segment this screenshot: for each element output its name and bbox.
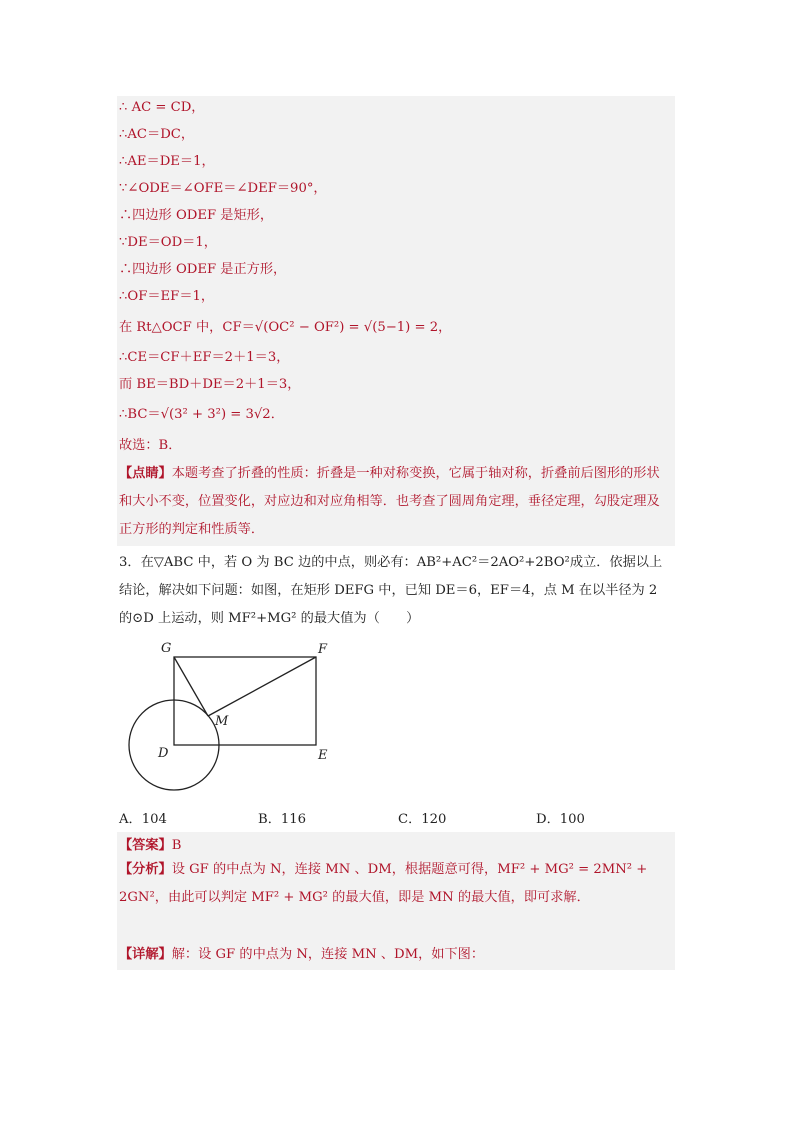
option-d[interactable]: D．100 [536,812,585,827]
solution-line: ∴CE＝CF＋EF＝2＋1＝3， [119,350,290,365]
option-a[interactable]: A．104 [119,812,167,827]
detail-text: 解：设 GF 的中点为 N，连接 MN 、DM，如下图： [171,947,485,962]
option-c[interactable]: C．120 [398,812,447,827]
segment-gm [174,657,208,716]
analysis-text: 设 GF 的中点为 N，连接 MN 、DM，根据题意可得，MF² + MG² = 2MN² + 2GN²，由此可以判定 MF² + MG² 的最大值，即是 MN 的最大值，即可求解． [119,862,648,905]
detail-tag: 【详解】 [119,947,172,962]
solution-line: ∴四边形 ODEF 是正方形， [119,262,287,277]
solution-line: ∵DE＝OD＝1， [119,235,217,250]
solution-line: ∵∠ODE＝∠OFE＝∠DEF＝90°， [119,181,327,196]
option-b[interactable]: B．116 [258,812,307,827]
analysis-paragraph [119,856,671,912]
solution-line: 而 BE＝BD＋DE＝2＋1＝3， [119,377,301,392]
detail-line [119,945,484,965]
comment-paragraph [119,460,671,544]
question-paragraph [119,549,671,633]
solution-line: 故选：B． [119,438,182,453]
solution-line: ∴OF＝EF＝1， [119,289,215,304]
segment-fm [208,657,316,716]
analysis-tag: 【分析】 [119,862,172,877]
solution-line: ∴AC＝DC， [119,127,195,142]
label-d: D [158,746,169,761]
solution-line: ∴四边形 ODEF 是矩形， [119,208,274,223]
geometry-figure [125,636,345,796]
label-g: G [161,641,172,656]
comment-tag: 【点睛】 [119,466,172,481]
solution-line: ∴AE＝DE＝1， [119,154,215,169]
rectangle-defg [174,657,316,745]
label-m: M [215,714,229,729]
solution-line: ∴ AC = CD， [119,100,205,115]
solution-line: ∴BC＝√(3² + 3²) = 3√2． [119,407,284,422]
answer-value: B [171,838,182,853]
label-f: F [318,642,328,657]
question-number: 3． [119,555,141,570]
answer-line [119,836,181,856]
comment-text: 本题考查了折叠的性质：折叠是一种对称变换，它属于轴对称，折叠前后图形的形状和大小不变，位置变化，对应边和对应角相等．也考查了圆周角定理，垂径定理，勾股定理及正方形的判定和性质等． [119,466,660,537]
question-text: 在▽ABC 中，若 O 为 BC 边的中点，则必有：AB²+AC²＝2AO²+2BO²成立．依据以上结论，解决如下问题：如图，在矩形 DEFG 中，已知 DE＝6，EF＝4，点 M 在以半径为 2 的⊙D 上运动，则 MF²+MG² 的最大值为（ ） [119,555,663,626]
solution-line: 在 Rt△OCF 中，CF＝√(OC² − OF²) = √(5−1) = 2， [119,320,452,335]
answer-tag: 【答案】 [119,838,172,853]
label-e: E [318,748,328,763]
